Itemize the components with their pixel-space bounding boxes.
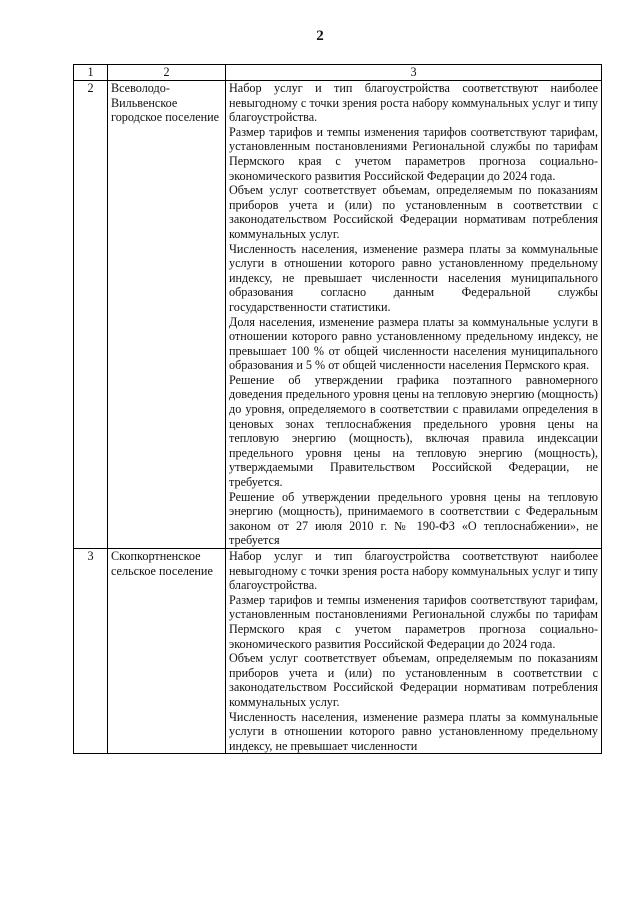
- paragraph: Набор услуг и тип благоустройства соответствуют наиболее невыгодному с точки зрения роста набору коммунальных услуг и типу благоустройства.: [229, 549, 598, 593]
- paragraph: Объем услуг соответствует объемам, определяемым по показаниям приборов учета и (или) по установленным в соответствии с законодательством Российской Федерации нормативам потребления коммунальных услуг.: [229, 651, 598, 709]
- tariff-table: [73, 64, 602, 754]
- paragraph: Численность населения, изменение размера платы за коммунальные услуги в отношении которого равно установленному предельному индексу, не превышает численности: [229, 709, 598, 753]
- paragraph: Объем услуг соответствует объемам, определяемым по показаниям приборов учета и (или) по установленным в соответствии с законодательством Российской Федерации нормативам потребления коммунальных услуг.: [229, 183, 598, 241]
- paragraph: Доля населения, изменение размера платы за коммунальные услуги в отношении которого равно установленному предельному индексу, не превышает 100 % от общей численности населения муниципального образования и 5 % от общей численности населения Пермского края.: [229, 314, 598, 373]
- table-header-row: [74, 65, 602, 81]
- municipality-name: Всеволодо-Вильвенское городское поселение: [108, 81, 226, 549]
- header-cell-2: 2: [108, 65, 226, 81]
- header-cell-3: 3: [226, 65, 602, 81]
- paragraph: Размер тарифов и темпы изменения тарифов соответствуют тарифам, установленным постановлениями Региональной службы по тарифам Пермского края с учетом параметров прогноза социально-экономического развития Российской Федерации до 2024 года.: [229, 124, 598, 183]
- conditions-text: [226, 549, 602, 754]
- paragraph: Решение об утверждении графика поэтапного равномерного доведения предельного уровня цены на тепловую энергию (мощность) до уровня, определяемого в соответствии с правилами определения в ценовых зонах теплоснабжения предельного уровня цены на тепловую энергию (мощность), включая правила индексации предельного уровня цены на тепловую энергию (мощность), утверждаемыми Правительством Российской Федерации, не требуется.: [229, 372, 598, 490]
- table-row: [74, 81, 602, 549]
- municipality-name: Скопкортненское сельское поселение: [108, 549, 226, 754]
- table-row: [74, 549, 602, 754]
- paragraph: Размер тарифов и темпы изменения тарифов соответствуют тарифам, установленным постановлениями Региональной службы по тарифам Пермского края с учетом параметров прогноза социально-экономического развития Российской Федерации до 2024 года.: [229, 592, 598, 651]
- conditions-text: [226, 81, 602, 549]
- paragraph: Набор услуг и тип благоустройства соответствуют наиболее невыгодному с точки зрения роста набору коммунальных услуг и типу благоустройства.: [229, 81, 598, 125]
- paragraph: Решение об утверждении предельного уровня цены на тепловую энергию (мощность), принимаемого в соответствии с Федеральным законом от 27 июля 2010 г. № 190-ФЗ «О теплоснабжении», не требуется: [229, 489, 598, 548]
- paragraph: Численность населения, изменение размера платы за коммунальные услуги в отношении которого равно установленному предельному индексу, не превышает численности населения муниципального образования согласно данным Федеральной службы государственности статистики.: [229, 241, 598, 314]
- header-cell-1: 1: [74, 65, 108, 81]
- row-number: 3: [74, 549, 108, 754]
- page-number: 2: [316, 28, 324, 44]
- row-number: 2: [74, 81, 108, 549]
